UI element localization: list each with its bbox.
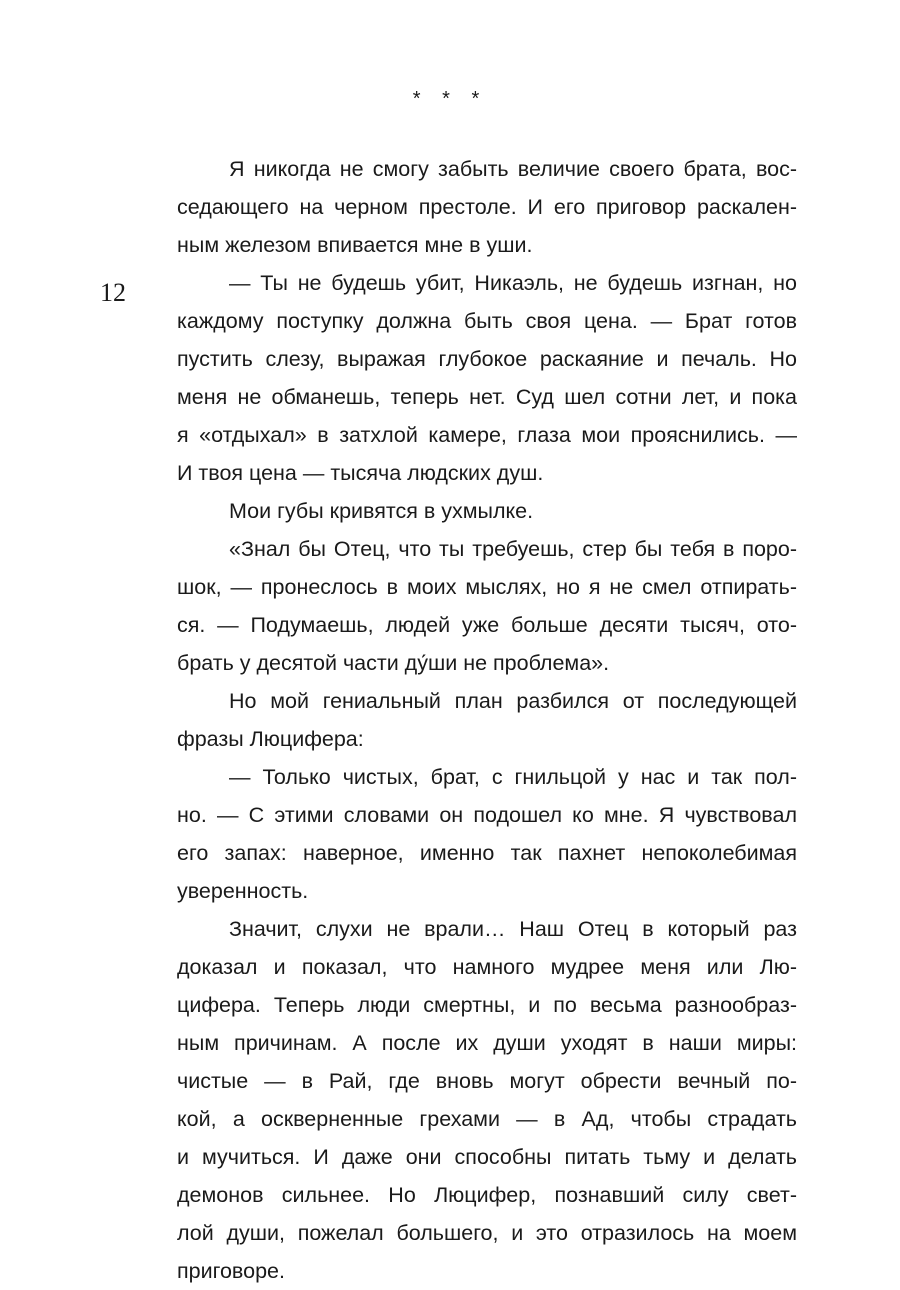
text-line: ся. — Подумаешь, людей уже больше десяти тысяч, ото-: [177, 613, 797, 637]
text-line: ным железом впивается мне в уши.: [177, 233, 533, 257]
text-line: демонов сильнее. Но Люцифер, познавший силу свет-: [177, 1183, 797, 1207]
text-line: и мучиться. И даже они способны питать тьму и делать: [177, 1145, 797, 1169]
body-text: [177, 150, 797, 1290]
text-line: брать у десятой части ду́ши не проблема».: [177, 651, 610, 675]
text-line: Я никогда не смогу забыть величие своего брата, вос-: [229, 157, 797, 181]
text-line: я «отдыхал» в затхлой камере, глаза мои прояснились. —: [177, 423, 797, 447]
section-separator: * * *: [412, 88, 488, 110]
text-line: И твоя цена — тысяча людских душ.: [177, 461, 544, 485]
text-line: но. — С этими словами он подошел ко мне. Я чувствовал: [177, 803, 797, 827]
text-line: ным причинам. А после их души уходят в наши миры:: [177, 1031, 797, 1055]
text-line: меня не обманешь, теперь нет. Суд шел сотни лет, и пока: [177, 385, 797, 409]
text-line: уверенность.: [177, 879, 309, 903]
text-line: лой души, пожелал большего, и это отразилось на моем: [177, 1221, 797, 1245]
text-line: приговоре.: [177, 1259, 285, 1283]
page-number: 12: [100, 278, 126, 307]
text-line: седающего на черном престоле. И его приговор раскален-: [177, 195, 797, 219]
text-line: Мои губы кривятся в ухмылке.: [229, 499, 534, 523]
text-line: Значит, слухи не врали… Наш Отец в который раз: [229, 917, 797, 941]
text-line: — Ты не будешь убит, Никаэль, не будешь изгнан, но: [229, 271, 797, 295]
text-line: кой, а оскверненные грехами — в Ад, чтобы страдать: [177, 1107, 797, 1131]
text-line: каждому поступку должна быть своя цена. — Брат готов: [177, 309, 797, 333]
text-line: доказал и показал, что намного мудрее меня или Лю-: [177, 955, 797, 979]
text-line: шок, — пронеслось в моих мыслях, но я не смел отпирать-: [177, 575, 797, 599]
text-line: — Только чистых, брат, с гнильцой у нас и так пол-: [229, 765, 797, 789]
text-line: фразы Люцифера:: [177, 727, 364, 751]
text-line: пустить слезу, выражая глубокое раскаяние и печаль. Но: [177, 347, 797, 371]
text-line: «Знал бы Отец, что ты требуешь, стер бы тебя в поро-: [229, 537, 797, 561]
text-line: его запах: наверное, именно так пахнет непоколебимая: [177, 841, 797, 865]
text-line: цифера. Теперь люди смертны, и по весьма разнообраз-: [177, 993, 797, 1017]
text-line: чистые — в Рай, где вновь могут обрести вечный по-: [177, 1069, 797, 1093]
text-line: Но мой гениальный план разбился от последующей: [229, 689, 797, 713]
